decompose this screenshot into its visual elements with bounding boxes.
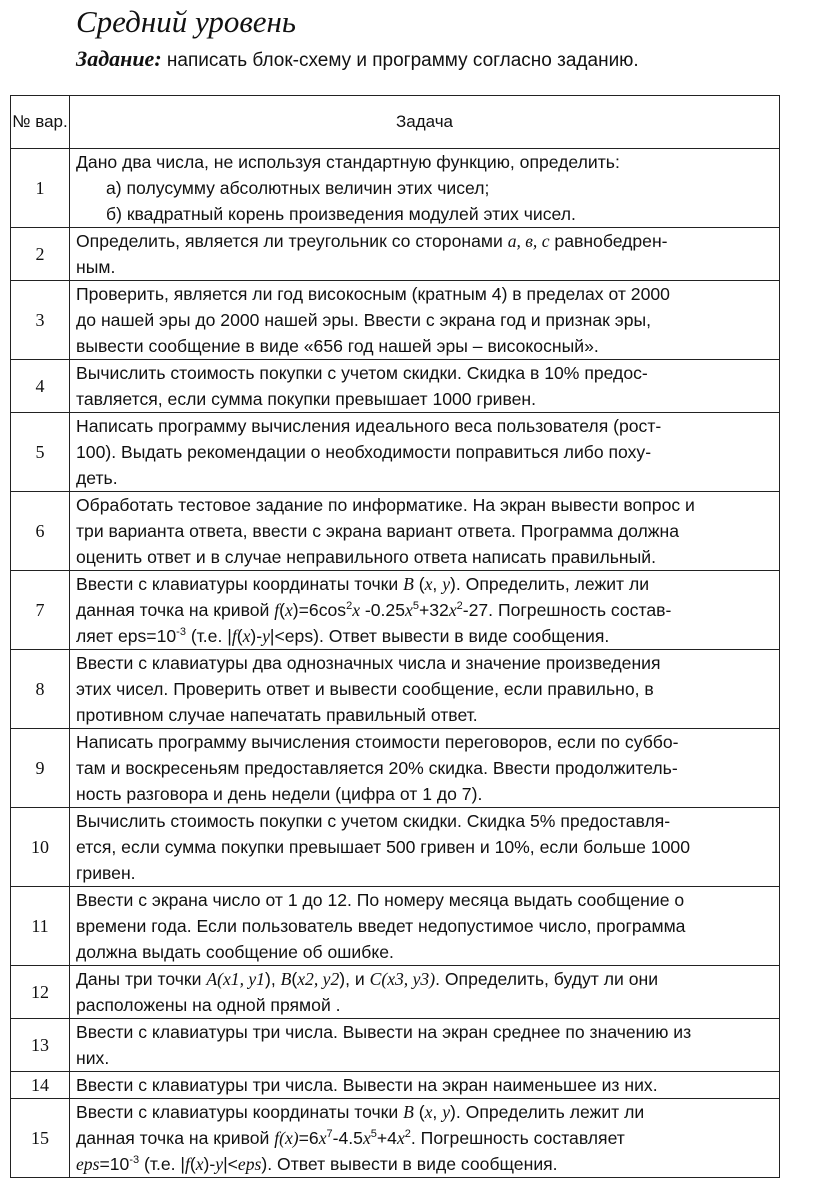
table-row bbox=[11, 571, 780, 650]
table-row bbox=[11, 966, 780, 1019]
variant-number: 9 bbox=[11, 729, 70, 808]
variant-number: 8 bbox=[11, 650, 70, 729]
table-row bbox=[11, 228, 780, 281]
header-variant-number: № вар. bbox=[11, 96, 70, 149]
task-description: Проверить, является ли год високосным (кратным 4) в пределах от 2000 до нашей эры до 2000 нашей эры. Ввести с экрана год и признак эры, вывести сообщение в виде «656 год нашей эры – високосный». bbox=[70, 281, 780, 360]
variant-number: 15 bbox=[11, 1099, 70, 1178]
table-row bbox=[11, 149, 780, 228]
task-description: Обработать тестовое задание по информатике. На экран вывести вопрос и три варианта ответа, ввести с экрана вариант ответа. Программа должна оценить ответ и в случае неправильного ответа написать правильный. bbox=[70, 492, 780, 571]
table-header-row bbox=[11, 96, 780, 149]
table-row bbox=[11, 1072, 780, 1099]
variant-number: 13 bbox=[11, 1019, 70, 1072]
variant-number: 6 bbox=[11, 492, 70, 571]
task-description: Ввести с клавиатуры координаты точки B (x, y). Определить лежит ли данная точка на кривой $f(x)=6x^7-4.5x^5+4x^2$. Погрешность составляет $eps=10^{-3}$ (т.е. |f(x)-y|<eps). Ответ вывести в виде сообщения. bbox=[70, 1099, 780, 1178]
table-row bbox=[11, 360, 780, 413]
variant-number: 4 bbox=[11, 360, 70, 413]
variant-number: 5 bbox=[11, 413, 70, 492]
table-row bbox=[11, 413, 780, 492]
task-description: Даны три точки A(x1, y1), B(x2, y2), и C(x3, y3). Определить, будут ли они расположены на одной прямой . bbox=[70, 966, 780, 1019]
task-description: Ввести с клавиатуры три числа. Вывести на экран среднее по значению из них. bbox=[70, 1019, 780, 1072]
table-row bbox=[11, 1019, 780, 1072]
task-description: Дано два числа, не используя стандартную функцию, определить: а) полусумму абсолютных величин этих чисел; б) квадратный корень произведения модулей этих чисел. bbox=[70, 149, 780, 228]
table-row bbox=[11, 887, 780, 966]
task-description: Ввести с клавиатуры два однозначных числа и значение произведения этих чисел. Проверить ответ и вывести сообщение, если правильно, в противном случае напечатать правильный ответ. bbox=[70, 650, 780, 729]
table-row bbox=[11, 281, 780, 360]
task-text: написать блок-схему и программу согласно заданию. bbox=[161, 50, 639, 71]
task-label: Задание: bbox=[76, 46, 162, 71]
header-task: Задача bbox=[70, 96, 780, 149]
task-description: Определить, является ли треугольник со сторонами a, в, c равнобедрен- ным. bbox=[70, 228, 780, 281]
table-row bbox=[11, 650, 780, 729]
table-row bbox=[11, 729, 780, 808]
task-description: Вычислить стоимость покупки с учетом скидки. Скидка 5% предоставля- ется, если сумма покупки превышает 500 гривен и 10%, если больше 1000 гривен. bbox=[70, 808, 780, 887]
task-description: Ввести с клавиатуры координаты точки B (x, y). Определить, лежит ли данная точка на кривой $f(x)=6\cos^2x$ $-0.25x^5+32x^2-27$. Погрешность состав- ляет $eps=10^{-3}$ (т.е. |f(x)-y|<eps). Ответ вывести в виде сообщения. bbox=[70, 571, 780, 650]
variant-number: 1 bbox=[11, 149, 70, 228]
task-description: Ввести с экрана число от 1 до 12. По номеру месяца выдать сообщение о времени года. Если пользователь введет недопустимое число, программа должна выдать сообщение об ошибке. bbox=[70, 887, 780, 966]
table-body bbox=[11, 149, 780, 1178]
task-description: Вычислить стоимость покупки с учетом скидки. Скидка в 10% предос- тавляется, если сумма покупки превышает 1000 гривен. bbox=[70, 360, 780, 413]
tasks-table bbox=[10, 95, 780, 1178]
task-description: Написать программу вычисления стоимости переговоров, если по суббо- там и воскресеньям предоставляется 20% скидка. Ввести продолжитель- ность разговора и день недели (цифра от 1 до 7). bbox=[70, 729, 780, 808]
variant-number: 2 bbox=[11, 228, 70, 281]
variant-number: 12 bbox=[11, 966, 70, 1019]
task-description: Ввести с клавиатуры три числа. Вывести на экран наименьшее из них. bbox=[70, 1072, 780, 1099]
table-row bbox=[11, 1099, 780, 1178]
task-statement bbox=[76, 46, 639, 72]
table-row bbox=[11, 808, 780, 887]
variant-number: 3 bbox=[11, 281, 70, 360]
variant-number: 14 bbox=[11, 1072, 70, 1099]
variant-number: 10 bbox=[11, 808, 70, 887]
variant-number: 7 bbox=[11, 571, 70, 650]
variant-number: 11 bbox=[11, 887, 70, 966]
table-row bbox=[11, 492, 780, 571]
page-heading: Средний уровень bbox=[76, 4, 297, 39]
task-description: Написать программу вычисления идеального веса пользователя (рост- 100). Выдать рекомендации о необходимости поправиться либо поху- деть. bbox=[70, 413, 780, 492]
